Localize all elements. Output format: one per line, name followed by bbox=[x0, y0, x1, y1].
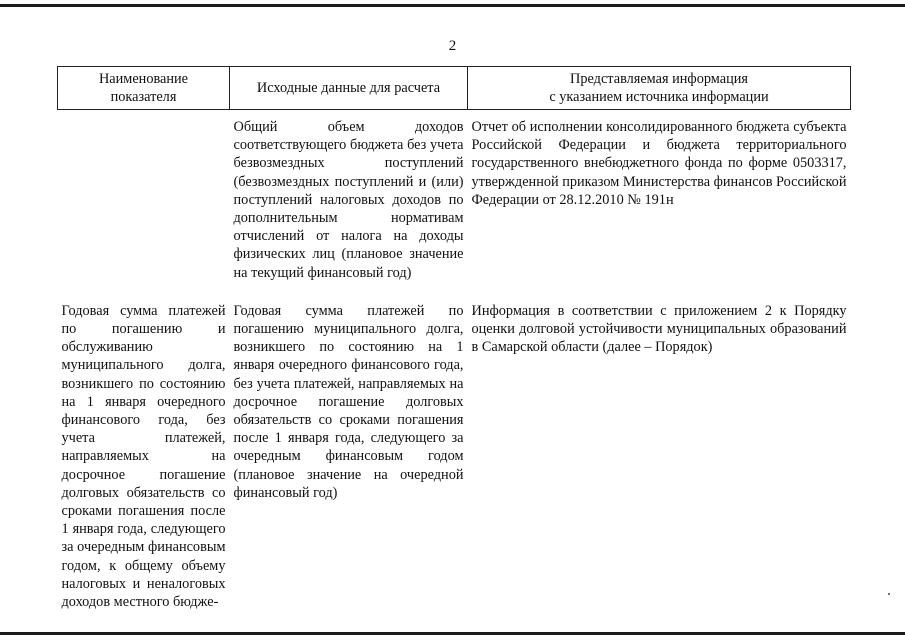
page-number: 2 bbox=[448, 38, 457, 54]
top-rule bbox=[0, 4, 905, 7]
header-source-data: Исходные данные для расчета bbox=[230, 67, 468, 110]
cell-indicator bbox=[58, 110, 230, 302]
cell-source-data: Общий объем доходов соответствующего бюджета без учета безвозмездных поступлений (безвозмездных поступлений и (или) поступлений налоговых доходов по дополнительным нормативам отчислений от налога на доходы физических лиц (плановое значение на текущий финансовый год) bbox=[233, 119, 464, 281]
header-information bbox=[468, 67, 851, 110]
cell-source-data: Годовая сумма платежей по погашению муниципального долга, возникшего по состоянию на 1 января очередного финансового года, без учета платежей, направляемых на досрочное погашение долговых обязательств со сроками погашения после 1 января года, следующего за очередным финансовым годом (плановое значение на очередной финансовый год) bbox=[233, 302, 464, 501]
table-row bbox=[58, 110, 851, 302]
header-information-text: Представляемая информация с указанием источника информации bbox=[549, 71, 769, 105]
cell-indicator: Годовая сумма платежей по погашению и обслуживанию муниципального долга, возникшего по состоянию на 1 января очередного финансового года, без учета платежей, направляемых на досрочное погашение долговых обязательств со сроками погашения после 1 января года, следующего за очередным финансовым годом, к общему объему налоговых и неналоговых доходов местного бюдже- bbox=[61, 302, 226, 611]
cell-information: Информация в соответствии с приложением 2 к Порядку оценки долговой устойчивости муниципальных образований в Самарской области (далее – Порядок) bbox=[471, 302, 847, 356]
header-indicator-name bbox=[58, 67, 230, 110]
table-header-row bbox=[58, 67, 851, 110]
table-row bbox=[58, 302, 851, 611]
bottom-rule bbox=[0, 632, 905, 635]
header-indicator-name-text: Наименование показателя bbox=[98, 71, 189, 105]
cell-information: Отчет об исполнении консолидированного бюджета субъекта Российской Федерации и бюджета территориального государственного внебюджетного фонда по форме 0503317, утвержденной приказом Министерства финансов Российской Федерации от 28.12.2010 № 191н bbox=[471, 119, 847, 208]
indicators-table bbox=[57, 66, 851, 611]
scan-speck bbox=[888, 593, 890, 595]
